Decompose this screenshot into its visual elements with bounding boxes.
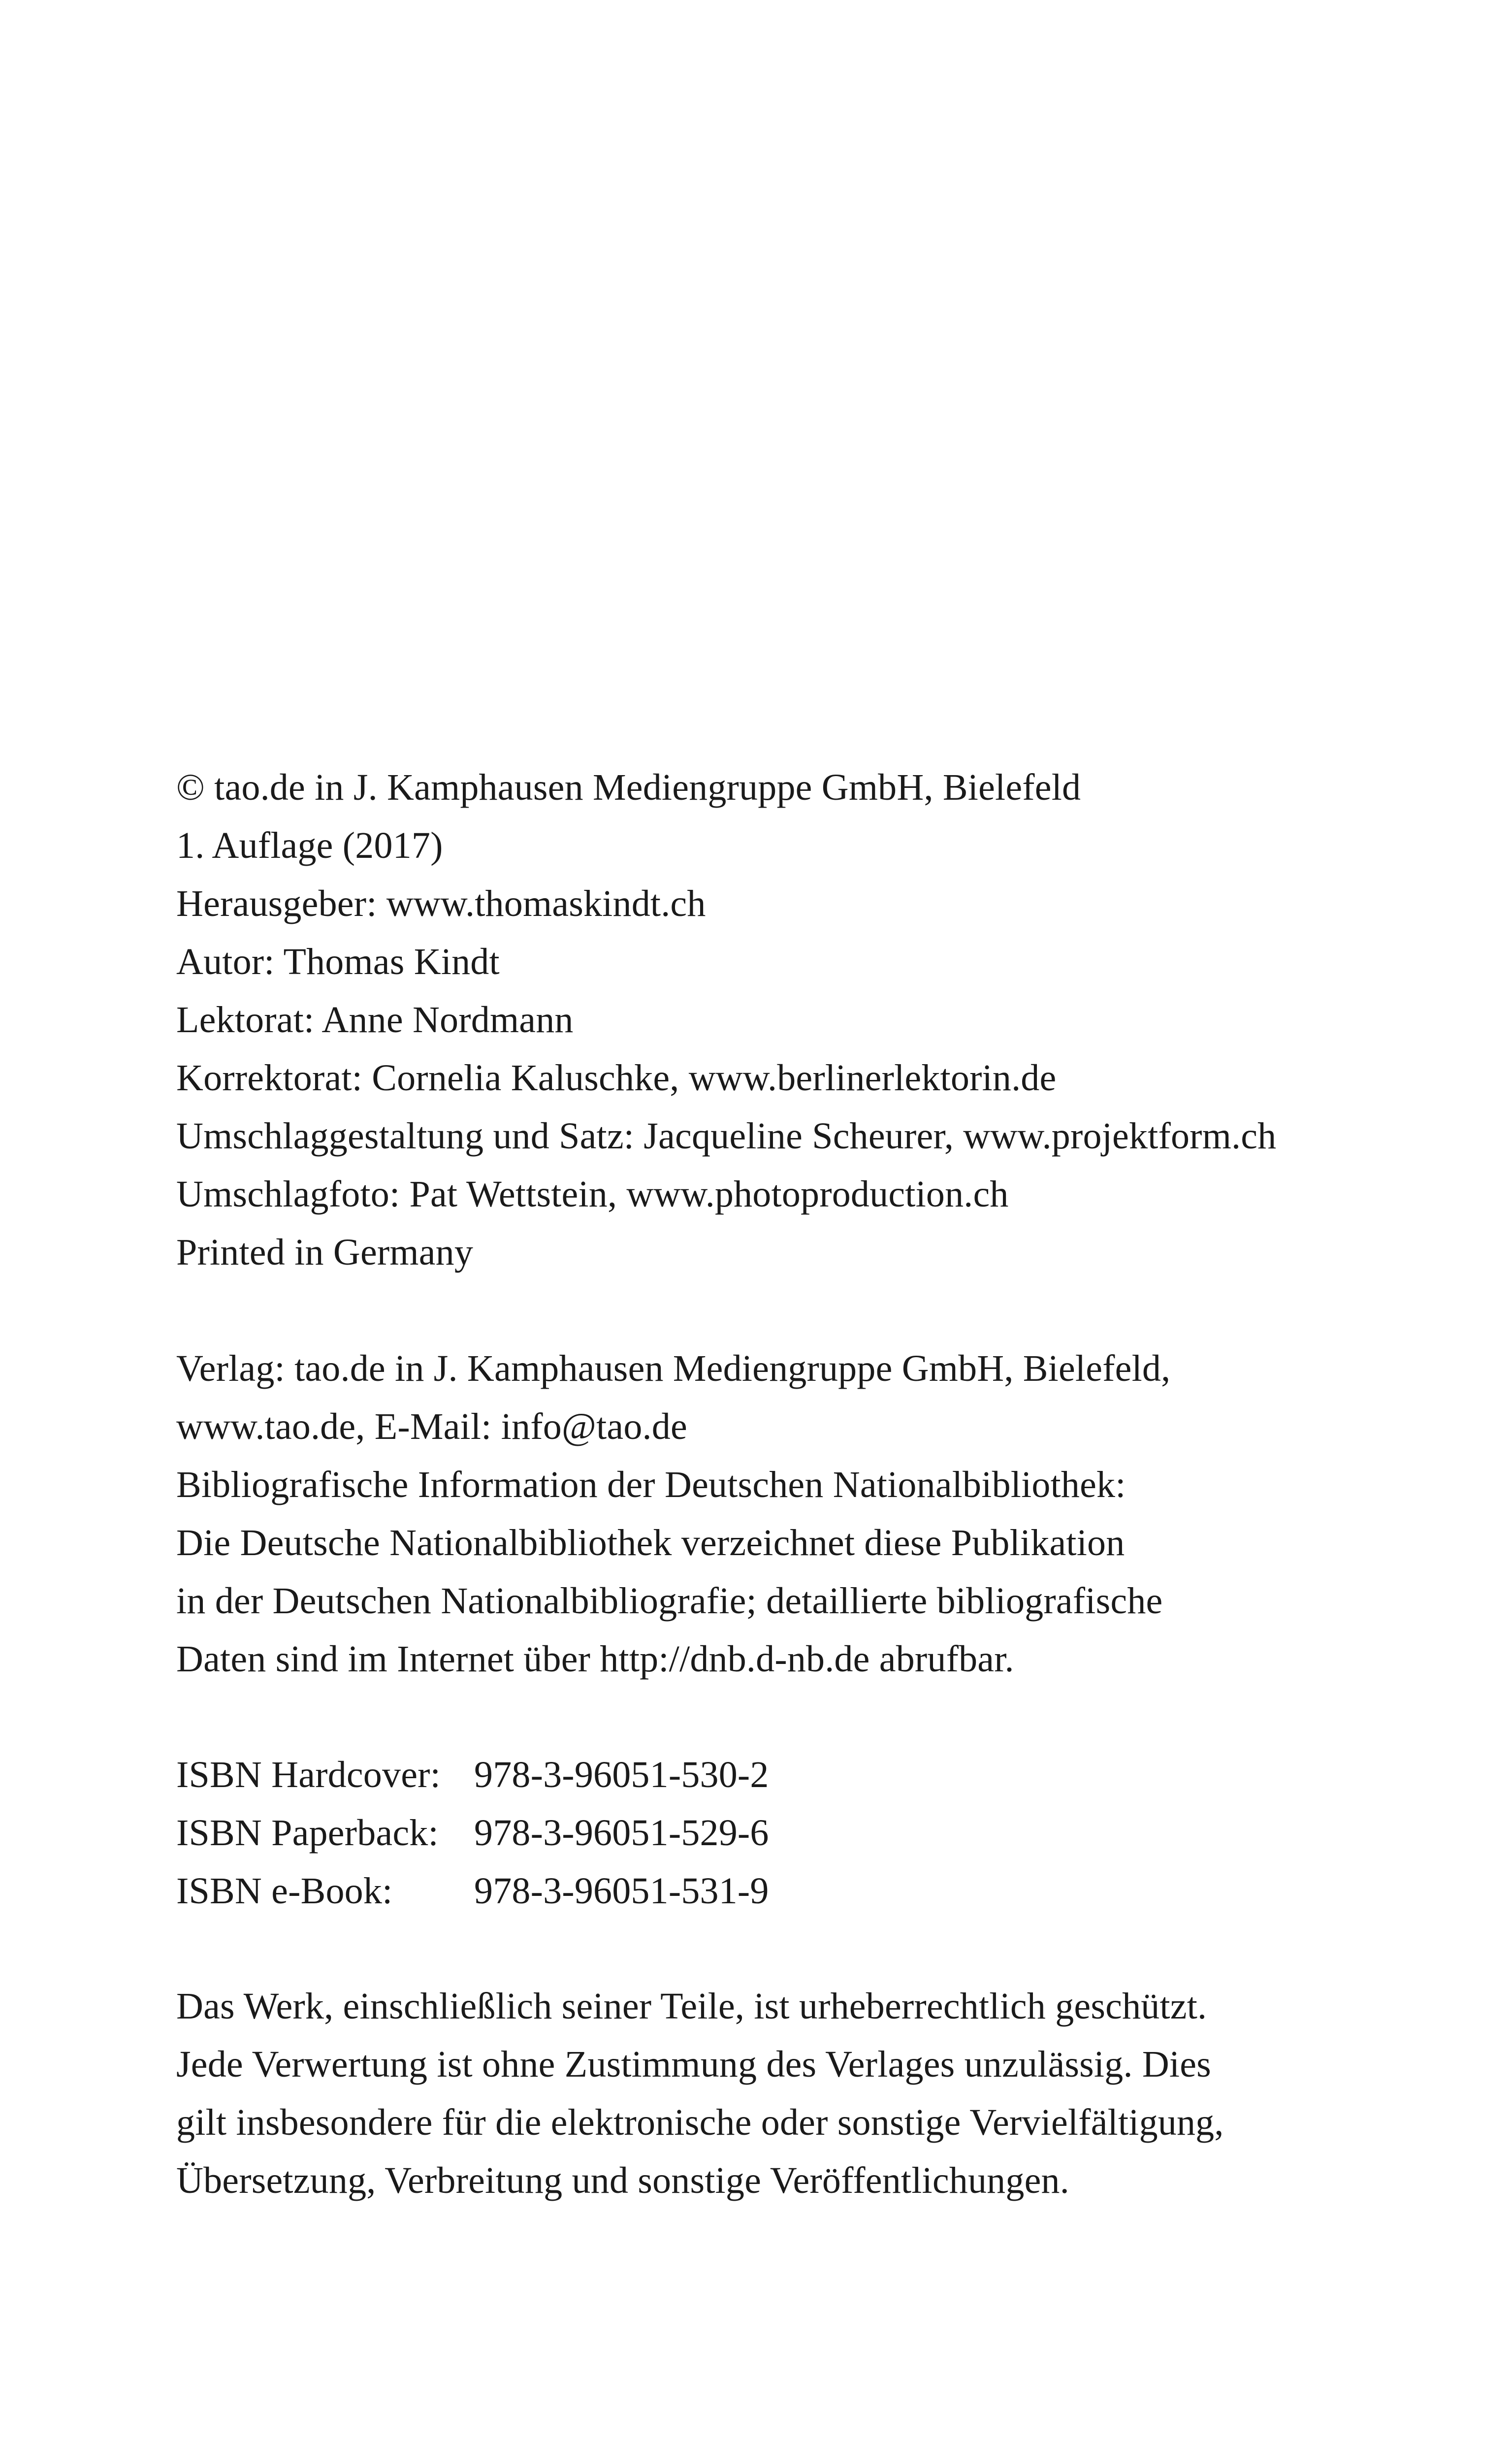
rights-text: gilt insbesondere für die elektronische oder sonstige Vervielfältigung, — [176, 2102, 1224, 2143]
publisher-line: Verlag: tao.de in J. Kamphausen Mediengruppe GmbH, Bielefeld, — [176, 1348, 1171, 1389]
rights-text: Übersetzung, Verbreitung und sonstige Veröffentlichungen. — [176, 2160, 1069, 2201]
isbn-paperback-row — [176, 1804, 1358, 1862]
cover-photo-line: Umschlagfoto: Pat Wettstein, www.photoproduction.ch — [176, 1173, 1009, 1215]
korrektorat-line: Korrektorat: Cornelia Kaluschke, www.berlinerlektorin.de — [176, 1057, 1057, 1099]
isbn-value: 978-3-96051-530-2 — [474, 1754, 769, 1795]
design-line: Umschlaggestaltung und Satz: Jacqueline Scheurer, www.projektform.ch — [176, 1115, 1277, 1157]
editor-line: Herausgeber: www.thomaskindt.ch — [176, 883, 706, 924]
lektorat-line: Lektorat: Anne Nordmann — [176, 999, 574, 1041]
publisher-contact-line: www.tao.de, E-Mail: info@tao.de — [176, 1406, 687, 1447]
bibliographic-text: Die Deutsche Nationalbibliothek verzeichnet diese Publikation — [176, 1522, 1125, 1564]
isbn-value: 978-3-96051-531-9 — [474, 1870, 769, 1912]
isbn-label: ISBN e-Book: — [176, 1870, 393, 1912]
edition-line: 1. Auflage (2017) — [176, 825, 443, 866]
author-line: Autor: Thomas Kindt — [176, 941, 500, 982]
bibliographic-heading: Bibliografische Information der Deutschen Nationalbibliothek: — [176, 1464, 1126, 1505]
bibliographic-text: in der Deutschen Nationalbibliografie; detaillierte bibliografische — [176, 1580, 1163, 1622]
isbn-label: ISBN Hardcover: — [176, 1754, 441, 1795]
isbn-value: 978-3-96051-529-6 — [474, 1812, 769, 1854]
printed-line: Printed in Germany — [176, 1232, 474, 1273]
bibliographic-text: Daten sind im Internet über http://dnb.d-nb.de abrufbar. — [176, 1638, 1014, 1680]
isbn-block — [176, 1746, 1358, 1920]
copyright-line: © tao.de in J. Kamphausen Mediengruppe GmbH, Bielefeld — [176, 767, 1081, 808]
isbn-ebook-row — [176, 1862, 1358, 1920]
isbn-hardcover-row — [176, 1746, 1358, 1804]
publisher-block — [176, 1339, 1358, 1688]
rights-text: Jede Verwertung ist ohne Zustimmung des Verlages unzulässig. Dies — [176, 2044, 1211, 2085]
rights-text: Das Werk, einschließlich seiner Teile, ist urheberrechtlich geschützt. — [176, 1986, 1207, 2027]
imprint-block — [176, 758, 1358, 1281]
isbn-label: ISBN Paperback: — [176, 1812, 439, 1854]
rights-block — [176, 1977, 1358, 2210]
